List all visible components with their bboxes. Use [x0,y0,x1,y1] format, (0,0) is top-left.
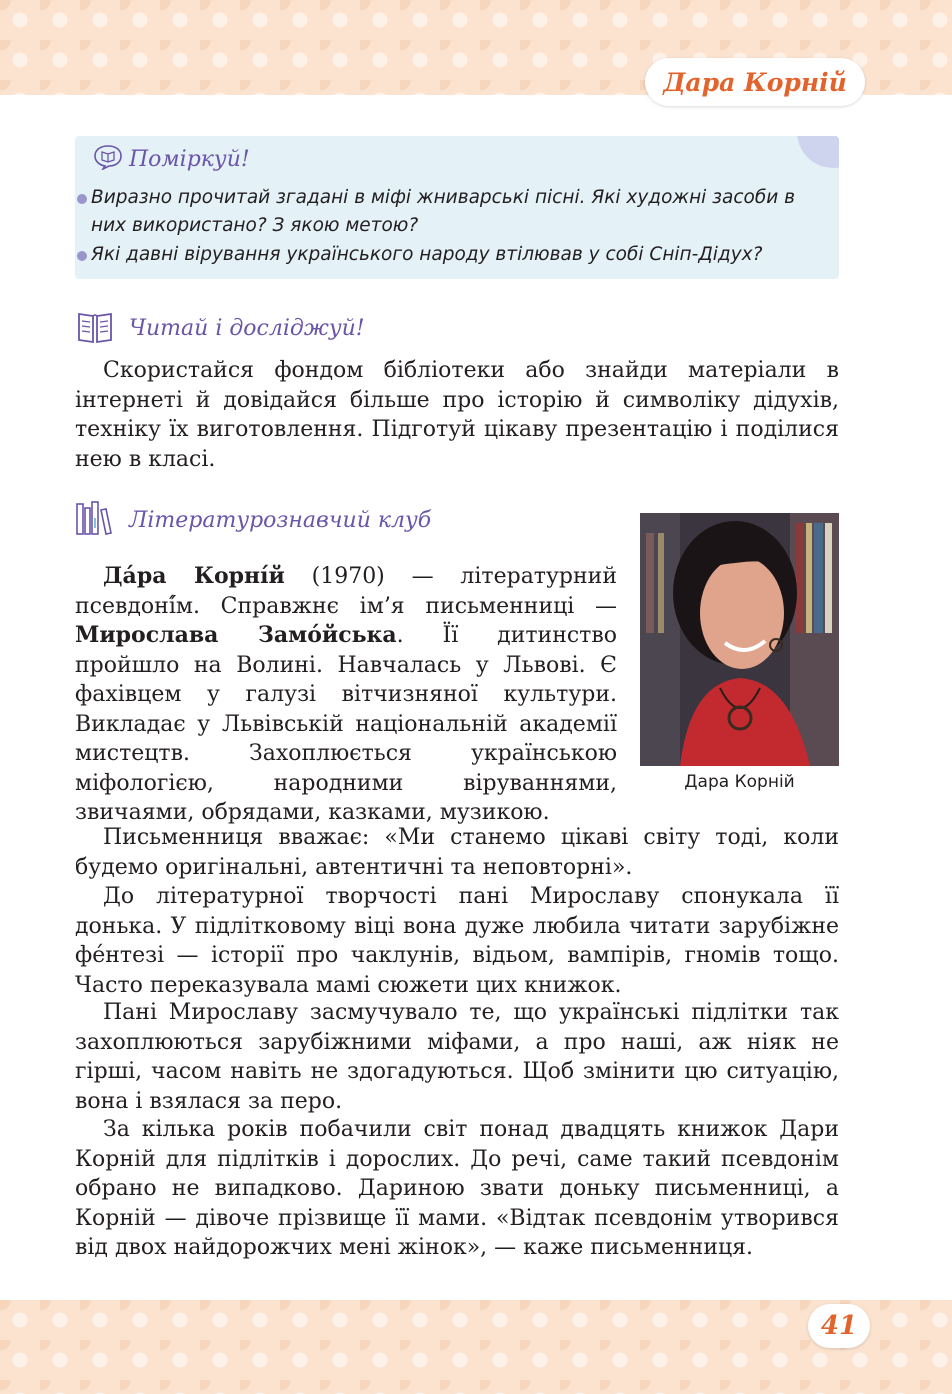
question-item [83,241,833,269]
question-item [83,184,833,240]
chapter-title: Дара Корній [663,67,847,97]
read-section-title: Читай і досліджуй! [129,315,365,341]
page-number: 41 [820,1311,858,1341]
think-box [75,136,839,279]
bullet-icon [77,251,87,261]
author-real-name: Мирослава Замо́йська [75,622,397,648]
think-box-header [93,144,250,174]
speech-book-icon [93,144,123,174]
club-section-header [75,498,431,542]
bookshelf-icon [75,498,115,542]
bio-text-part1: (1970) — літературний псевдонí́м. Справжнє ім’я письменниці — [75,564,617,619]
think-box-corner-decoration [797,136,839,168]
body-paragraph: Письменниця вважає: «Ми станемо цікаві світу тоді, коли будемо оригінальні, автентичні та неповторні». [75,825,839,880]
read-section-text: Скористайся фондом бібліотеки або знайди матеріали в інтернеті й довідайся більше про історію й символіку дідухів, техніку їх виготовлення. Підготуй цікаву презентацію і поділися нею в класі. [75,358,839,472]
photo-caption: Дара Корній [684,772,795,792]
bio-text-part2: . Її дитинство пройшло на Волині. Навчалась у Львові. Є фахівцем у галузі вітчизняної культури. Викладає у Львівській національній академії мистецтв. Захоплюється українською міфологією, народними віруваннями, звичаями, обрядами, казками, музикою. [75,623,617,825]
author-photo [640,513,839,766]
question-text: Які давні вірування українського народу втілював у собі Сніп-Дідух? [91,244,763,265]
bullet-icon [77,194,87,204]
open-book-icon [75,306,115,350]
body-paragraph: Пані Мирославу засмучувало те, що українські підлітки так захоплюються зарубіжними міфами, а про наші, аж ніяк не гірші, часом навіть не здогадуються. Щоб змінити цю ситуацію, вона і взялася за перо. [75,1000,839,1114]
think-box-title: Поміркуй! [129,146,250,172]
read-section-header [75,306,365,350]
bottom-ornament-band [0,1300,952,1394]
body-paragraph: До літературної творчості пані Мирославу спонукала її донька. У підлітковому віці вона дуже любила читати зарубіжне фе́нтезі — історії про чаклунів, відьом, вампірів, гномів тощо. Часто переказувала мамі сюжети цих книжок. [75,884,839,998]
author-name: Да́ра Корні́й [103,563,285,589]
body-paragraph: За кілька років побачили світ понад двадцять книжок Дари Корній для підлітків і дорослих. До речі, саме такий псевдонім обрано не випадково. Дариною звати доньку письменниці, а Корній — дівоче прізвище її мами. «Відтак псевдонім утворився від двох найдорожчих мені жінок», — каже письменниця. [75,1117,839,1260]
question-text: Виразно прочитай згадані в міфі жниварські пісні. Які художні засоби в них використано? З якою метою? [91,187,796,236]
author-bio [75,562,617,828]
page-number-badge [808,1304,870,1348]
chapter-header-tab [645,58,865,106]
club-section-title: Літературознавчий клуб [129,507,432,533]
